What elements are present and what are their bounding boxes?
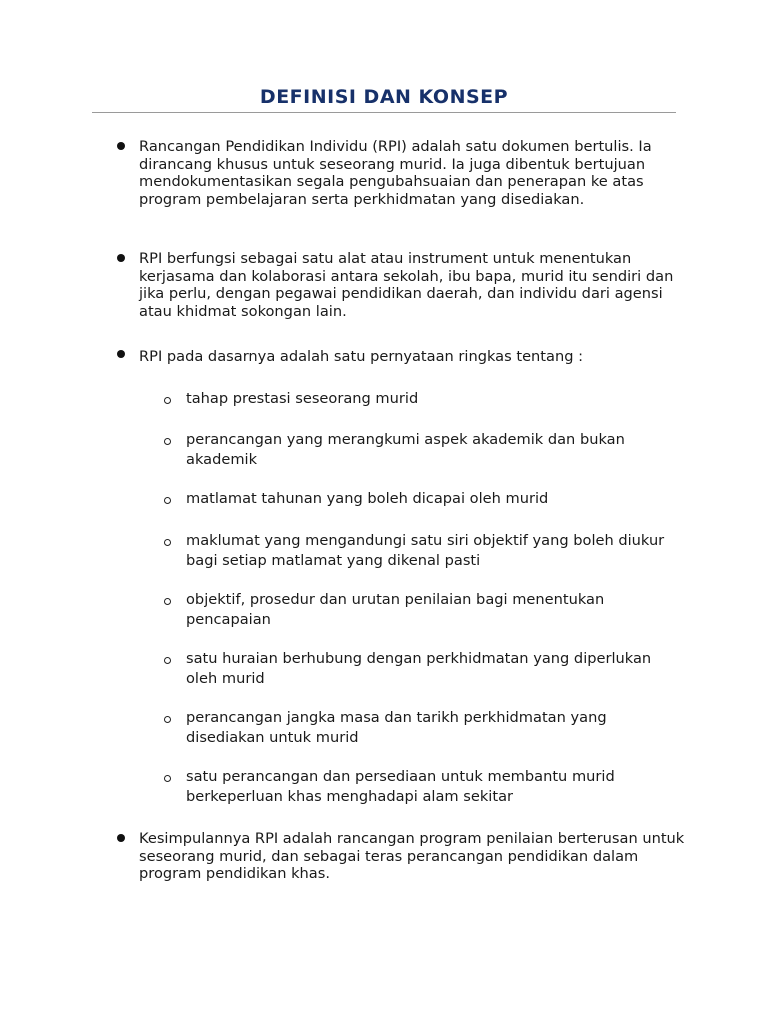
circle-bullet-icon <box>164 716 171 723</box>
circle-bullet-icon <box>164 775 171 782</box>
sub-list-item: maklumat yang mengandungi satu siri objektif yang boleh diukur bagi setiap matlamat yang dikenal pasti <box>186 532 665 569</box>
bullet-paragraph: RPI berfungsi sebagai satu alat atau instrument untuk menentukan kerjasama dan kolaborasi antara sekolah, ibu bapa, murid itu sendiri dan jika perlu, dengan pegawai pendidikan daerah, dan individu dari agensi atau khidmat sokongan lain. <box>139 250 674 320</box>
page-title: DEFINISI DAN KONSEP <box>259 86 509 108</box>
bullet-paragraph: Kesimpulannya RPI adalah rancangan program penilaian berterusan untuk seseorang murid, dan sebagai teras perancangan pendidikan dalam program pendidikan khas. <box>139 830 685 882</box>
circle-bullet-icon <box>164 497 171 504</box>
circle-bullet-icon <box>164 598 171 605</box>
bullet-paragraph: RPI pada dasarnya adalah satu pernyataan ringkas tentang : <box>139 348 584 365</box>
sub-list-item: tahap prestasi seseorang murid <box>186 390 419 407</box>
bullet-icon <box>117 254 125 262</box>
bullet-icon <box>117 834 125 842</box>
bullet-icon <box>117 142 125 150</box>
sub-list-item: satu perancangan dan persediaan untuk membantu murid berkeperluan khas menghadapi alam sekitar <box>186 768 615 805</box>
circle-bullet-icon <box>164 539 171 546</box>
title-underline <box>92 112 676 113</box>
sub-list-item: objektif, prosedur dan urutan penilaian bagi menentukan pencapaian <box>186 591 605 628</box>
bullet-icon <box>117 350 125 358</box>
sub-list-item: perancangan yang merangkumi aspek akademik dan bukan akademik <box>186 431 625 468</box>
sub-list-item: satu huraian berhubung dengan perkhidmatan yang diperlukan oleh murid <box>186 650 652 687</box>
bullet-paragraph: Rancangan Pendidikan Individu (RPI) adalah satu dokumen bertulis. Ia dirancang khusus untuk seseorang murid. Ia juga dibentuk bertujuan mendokumentasikan segala pengubahsuaian dan penerapan ke atas program pembelajaran serta perkhidmatan yang disediakan. <box>139 138 652 208</box>
sub-list-item: matlamat tahunan yang boleh dicapai oleh murid <box>186 490 549 507</box>
circle-bullet-icon <box>164 397 171 404</box>
sub-list-item: perancangan jangka masa dan tarikh perkhidmatan yang disediakan untuk murid <box>186 709 607 746</box>
circle-bullet-icon <box>164 657 171 664</box>
circle-bullet-icon <box>164 438 171 445</box>
